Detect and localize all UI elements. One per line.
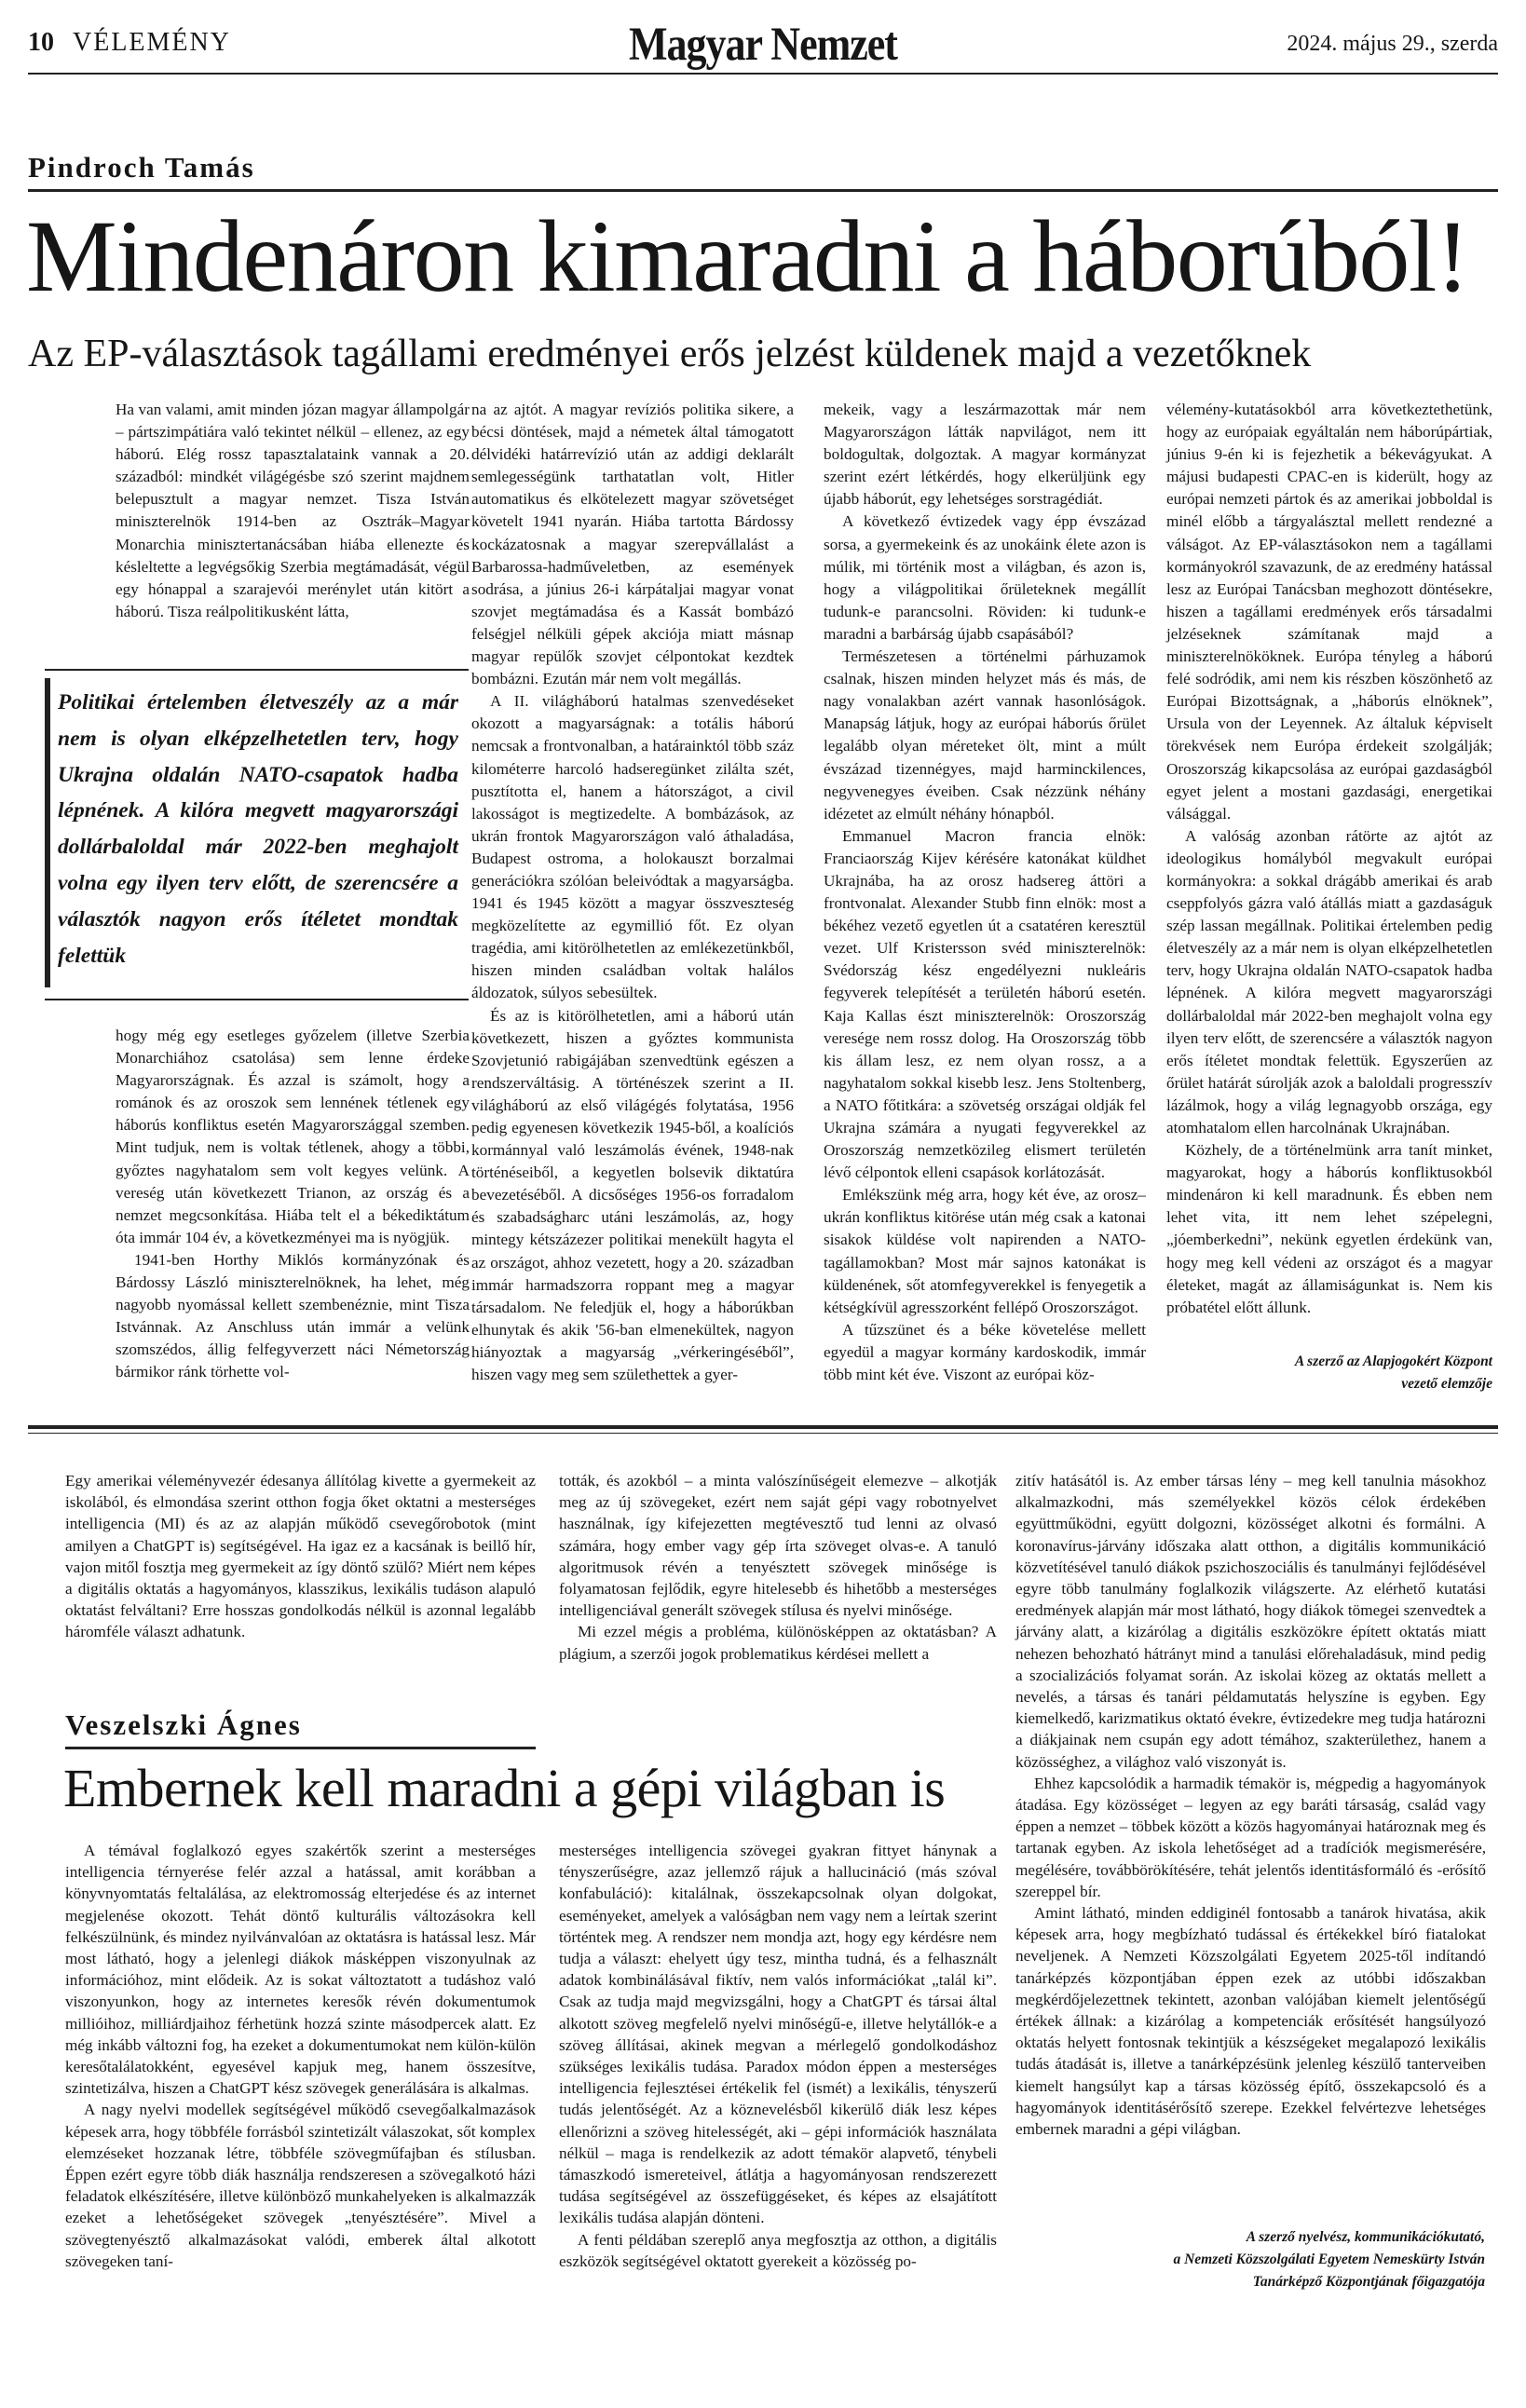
credit-line: vezető elemzője (1401, 1376, 1492, 1392)
paragraph: A valóság azonban rátörte az ajtót az ideologikus homályból megvakult európai kormányokra: a sokkal drágább amerikai és arab cseppfolyós gázra való átállás miatt a gazdaságuk szép lassan megállnak. Politikai értelemben pedig életveszély az a már nem is olyan elképzelhetetlen terv, hogy Ukrajna oldalán NATO-csapatok hadba lépnének. A kilóra megvett magyarországi dollárbaloldal már 2022-ben meghajolt volna egy ilyen terv előtt, de szerencsére a választók nagyon erős ítéletet mondtak felettük. Egyszerűen az őrület határát súrolják azok a baloldali progresszív lázálmok, hogy a világ legnagyobb országa, egy atomhatalom ellen harcolnának Ukrajnában. (1166, 826, 1492, 1136)
article2-column-3 (1015, 1470, 1486, 2140)
paragraph: Ehhez kapcsolódik a harmadik témakör is, mégpedig a hagyományok átadása. Egy közösséget – legyen az egy baráti társaság, család vagy éppen a nemzet – többek között a közös hagyományai határoznak meg és tartanak egyben. Az iskola lehetőséget ad a tradíciók megismerésére, megélésére, továbbörökítésére, tehát jelentős identitásformáló és -erősítő szereppel bír. (1015, 1774, 1486, 1900)
paragraph: Közhely, de a történelmünk arra tanít minket, magyarokat, hogy a háborús konfliktusokból mindenáron ki kell maradnunk. És ebben nem lehet vita, itt nem lehet szépelegni, „jóemberkedni”, nekünk egyetlen érdekünk van, hogy meg kell védeni az országot és a magyar életeket, magát az államiságunkat is. Nem kis próbatétel előtt állunk. (1166, 1141, 1492, 1316)
article2-column-2a (559, 1470, 997, 1665)
byline-rule (28, 189, 1498, 192)
article1-subtitle: Az EP-választások tagállami eredményei erős jelzést küldenek majd a vezetőknek (28, 333, 1312, 375)
masthead-logo: Magyar Nemzet (629, 18, 897, 71)
credit-line: a Nemzeti Közszolgálati Egyetem Nemeskürty István (1173, 2252, 1485, 2267)
credit-line: A szerző az Alapjogokért Központ (1294, 1354, 1492, 1369)
paragraph: Mi ezzel mégis a probléma, különösképpen az oktatásban? A plágium, a szerzői jogok problematikus kérdései mellett a (559, 1623, 997, 1663)
paragraph: A következő évtizedek vagy épp évszázad sorsa, a gyermekeink és az unokáink élete azon is múlik, mi történik most a világban, és azon is, hogy a világpolitikai őrületeknek megállít tudunk-e parancsolni. Röviden: ki tudunk-e maradni a barbárság újabb csapásából? (824, 512, 1146, 643)
article1-author: Pindroch Tamás (28, 151, 255, 184)
paragraph: tották, és azokból – a minta valószínűségeit elemezve – alkotják meg az új szövegeket, ezért nem saját gépi vagy robotnyelvet használnak, így kifejezetten megtévesztő tud lenni az olvasó számára, hogy ember vagy gép írta szöveget olvas-e. A tanuló algoritmusok révén a tenyésztett szövegek minősége is folyamatosan fejlődik, egyre hitelesebb és hihetőbb a mesterséges intelligenciával generált szövegek stílusa és nyelvi minősége. (559, 1472, 997, 1620)
article2-column-2b (559, 1840, 997, 2272)
article2-byline-rule (65, 1747, 536, 1749)
paragraph: vélemény-kutatásokból arra következtethetünk, hogy az európaiak egyáltalán nem háborúpártiak, június 9-én ki is fejezhetik a békevágyukat. A májusi budapesti CPAC-en is kiderült, hogy az európai nemzeti pártok és az amerikai jobboldal is minél előbb a tárgyalásztal mellett rendezné a válságot. Az EP-választásokon nem a tagállami kormányokról szavazunk, de az eredmény hatással lesz az Európai Tanácsban meghozott döntésekre, hiszen a tagállami eredmények erős társadalmi jelzéseknek számítanak majd a miniszterelnököknek. Európa tényleg a háború felé sodródik, ami nem kis részben köszönhető az Európai Bizottságnak, a „háborús elnöknek”, Ursula von der Leyennek. Az általuk képviselt törekvések nem Európa érdekeit szolgálják; Oroszország kikapcsolása az európai gazdaságból egyet jelent a mostani gazdasági, energetikai válsággal. (1166, 401, 1492, 823)
article1-title: Mindenáron kimaradni a háborúból! (26, 199, 1469, 313)
article2-title: Embernek kell maradni a gépi világban is (63, 1758, 946, 1818)
credit-line: A szerző nyelvész, kommunikációkutató, (1246, 2229, 1485, 2245)
article-separator-thin (28, 1433, 1498, 1434)
article-separator (28, 1425, 1498, 1429)
paragraph: Amint látható, minden eddiginél fontosabb a tanárok hivatása, akik képesek arra, hogy megbízható tudással és értékekkel bíró fiatalokat neveljenek. A Nemzeti Közszolgálati Egyetem 2025-től indítandó tanárképzés központjában éppen ezek az utóbbi időszakban megkérdőjelezettnek tekintett, azonban valójában kiemelt jelentőségű értékek állnak: a kizárólag a kompetenciák erősítését hangsúlyozó oktatás helyett fontosnak tekintjük a készségeket megalapozó lexikális tudás átadását is, illetve a tanárképzésünk jelenleg készülő tanterveiben kiemelt hangsúlyt kap a társas közösség építő, összekapcsoló és a hagyományok identitásérősítő szerepe. Ezekkel felvértezve lehetséges embernek maradni a gépi világban. (1015, 1904, 1486, 2139)
article2-author: Veszelszki Ágnes (65, 1708, 302, 1741)
article2-intro (65, 1470, 536, 1643)
page-header (28, 18, 1498, 71)
paragraph: mesterséges intelligencia szövegei gyakran fittyet hánynak a tényszerűségre, azaz jellemző rájuk a hallucináció (más szóval konfabuláció): kitalálnak, összekapcsolnak olyan dolgokat, eseményeket, amelyek a valóságban nem vagy nem a leírtak szerint történtek meg. A rendszer nem mondja azt, hogy egy kérdésre nem tudja a választ: ehelyett úgy tesz, mintha tudná, és a felhasznált adatok kombinálásával fiktív, nem valós információkat „talál ki”. Csak az tudja majd megvizsgálni, hogy a ChatGPT és társai által alkotott szöveg megfelelő nyelvi minőségű-e, illetve helytállók-e a szöveg állításai, akinek megvan a mérlegelő gondolkodáshoz szükséges lexikális tudása. Paradox módon éppen a mesterséges intelligencia fejlesztései értékelik fel (ismét) a lexikális, tényszerű tudás jelentőségét. Az a köznevelésből kikerülő diák lesz képes ellenőrizni a szöveg hitelességét, aki – gépi információk használata nélkül – maga is rendelkezik az adott témakör alapvető, ténybeli támaszkodó ismereteivel, átlátja a hagyományosan rendszerezett tudása segítségével az összefüggéseket, és képes az elsajátított lexikális tudása alapján dönteni. (559, 1842, 997, 2227)
article1-column-3 (824, 399, 1146, 1386)
paragraph: zitív hatásától is. Az ember társas lény – meg kell tanulnia másokhoz alkalmazkodni, más személyekkel közös célok érdekében együttműködni, együtt dolgozni, közösséget alkotni és formálni. A koronavírus-járvány időszaka alatt otthon, a digitális kommunikáció közvetítésével tanuló diákok pszichoszociális és tanulmányi fejlődésével egyre több tanulmány foglalkozik világszerte. Az elérhető kutatási eredmények alapján már most látható, hogy diákok tömegei szenvedtek a járvány alatt, a kizárólag a digitális eszközökre épített oktatás miatt nehezen behozható hátrányt mind a tanulási előrehaladásuk, mind pedig a szocializációs folyamat során. Az iskolai közeg az oktatás mellett a nevelés, a társas és tanári példamutatás helyszíne is egyben. Egy kiemelkedő, karizmatikus oktató évekre, évtizedekre meg tudja határozni a diákjainak nem csupán egy adott témához, szakterülethez, hanem a közösséghez, a világhoz való viszonyát is. (1015, 1472, 1486, 1771)
paragraph: A nagy nyelvi modellek segítségével működő csevegőalkalmazások képesek arra, hogy többféle forrásból szintetizált válaszokat, sőt komplex elemzéseket hozzanak létre, többféle szövegműfajban és stílusban. Éppen ezért egyre több diák használja rendszeresen a szövegalkotó házi feladatok elkészítésére, illetve különböző munkahelyeken is alkalmazzák ezeket a lehetőségeket szövegek „tenyésztésére”. Mivel a szövegtenyésztő alkalmazásokat valódi, emberek által alkotott szövegeken taní- (65, 2101, 536, 2270)
paragraph: Egy amerikai véleményvezér édesanya állítólag kivette a gyermekeit az iskolából, és elmondása szerint otthon fogja őket oktatni a mesterséges intelligencia (MI) és az az alapján működő csevegőrobotok (mint amilyen a ChatGPT is) segítségével. Ha igaz ez a kacsának is beillő hír, vajon mitől fosztja meg gyermekeit az így döntő szülő? Miért nem képes a digitális oktatás a hagyományos, klasszikus, lexikális tudáson alapuló oktatást felváltani? Erre hosszas gondolkodás nélkül is azonnal legalább háromféle választ adhatunk. (65, 1472, 536, 1641)
section-label: VÉLEMÉNY (73, 28, 231, 57)
article2-credit (1173, 2226, 1485, 2293)
paragraph: 1941-ben Horthy Miklós kormányzónak és Bárdossy László miniszterelnöknek, ha lehet, még nagyobb nyomással kellett szembenéznie, mint Tisza Istvánnak. Az Anschluss után immár a velünk szomszédos, állig felfegyverzett náci Németország bármikor ránk törhette vol- (116, 1250, 470, 1381)
article1-column-1a (116, 399, 470, 623)
article2-column-1 (65, 1840, 536, 2272)
pull-quote-rule-bottom (45, 999, 469, 1000)
pull-quote-bar (45, 678, 50, 987)
article1-credit (1295, 1351, 1492, 1395)
paragraph: A tűzszünet és a béke követelése mellett egyedül a magyar kormány kardoskodik, immár több mint két éve. Viszont az európai köz- (824, 1320, 1146, 1384)
issue-date: 2024. május 29., szerda (1287, 32, 1498, 56)
paragraph: mekeik, vagy a leszármazottak már nem Magyarországon látták napvilágot, nem itt boldogultak, dolgoztak. A magyar kormányzat szerint ezért létkérdés, hogy elkerüljünk egy újabb háborút, egy lehetséges sorstragédiát. (824, 401, 1146, 509)
paragraph: Emlékszünk még arra, hogy két éve, az orosz–ukrán konfliktus kitörése után még csak a katonai sisakok küldése volt napirenden a NATO-tagállamokban? Most már sajnos katonákat is küldenének, sőt atomfegyverekkel is fenyegetik a kétségkívül agresszorként fellépő Oroszországot. (824, 1186, 1146, 1316)
pull-quote: Politikai értelemben életveszély az a már nem is olyan elképzelhetetlen terv, hogy Ukrajna oldalán NATO-csapatok hadba lépnének. A kilóra megvett magyarországi dollárbaloldal már 2022-ben meghajolt volna egy ilyen terv előtt, de szerencsére a választók nagyon erős ítéletet mondtak felettük (58, 690, 458, 968)
pull-quote-rule-top (45, 669, 469, 671)
article1-column-1b (116, 1025, 470, 1384)
paragraph: A II. világháború hatalmas szenvedéseket okozott a magyarságnak: a totális háború nemcsak a frontvonalban, a határainktól több száz kilométerre harcoló hadseregünket zilálta szét, pusztította el, hanem a hátországot, a civil lakosságot is megtizedelte. A bombázások, az ukrán frontok Magyarországon való áthaladása, Budapest ostroma, a holokauszt borzalmai generációkra szólóan beleivódtak a magyarságba. 1941 és 1945 között a magyar összveszteség megközelítette az egymillió főt. Ez olyan tragédia, ami kitörölhetetlen az emlékezetünkből, hiszen minden családban voltak halálos áldozatok, súlyos sebesültek. (471, 692, 794, 1002)
paragraph: Ha van valami, amit minden józan magyar állampolgár – pártszimpátiára való tekintet nélkül – ellenez, az egy háború. Elég rossz tapasztalataink vannak a 20. századból: mindkét világégésbe szó szerint majdnem belepusztult a magyar nemzet. Tisza István miniszterelnök 1914-ben az Osztrák–Magyar Monarchia minisztertanácsában hiába ellenezte és késleltette a legvégsőkig Szerbia megtámadását, végül egy hónappal a szarajevói merénylet után kitört a háború. Tisza reálpolitikusként látta, (116, 401, 470, 620)
paragraph: A témával foglalkozó egyes szakértők szerint a mesterséges intelligencia térnyerése felér azzal a hatással, amit korábban a könyvnyomtatás feltalálása, az elektromosság elterjedése és az internet megjelenése okozott. Tehát döntő kulturális változásokra kell felkészülnünk, és mindez nyilvánvalóan az oktatásra is hatással lesz. Már most látható, hogy a jelenlegi diákok másképpen viszonyulnak az információhoz, mint elődeik. Az is sokat változtatott a tudáshoz való viszonyunkon, hogy az internetes keresők révén dokumentumok millióihoz, milliárdjaihoz férhetünk hozzá szinte másodpercek alatt. Ez még inkább változni fog, ha ezeket a dokumentumokat nem külön-külön keresőtalálatokként, egyesével kapjuk meg, hanem összesítve, szintetizálva, hiszen a ChatGPT kész szövegek generálására is alkalmas. (65, 1842, 536, 2098)
page-number: 10 (28, 28, 54, 57)
paragraph: hogy még egy esetleges győzelem (illetve Szerbia Monarchiához csatolása) sem lenne érdeke Magyarországnak. És azzal is számolt, hogy a románok és az oroszok sem lennének tétlenek egy háborús konfliktus esetén Magyarországgal szemben. Mint tudjuk, nem is voltak tétlenek, ahogy a többi, győztes nagyhatalom sem volt kegyes velünk. A vereség után következett Trianon, az ország és a nemzet megcsonkítása. Hiába telt el a békediktátum óta immár 104 év, a következményei ma is nyögjük. (116, 1027, 470, 1246)
paragraph: na az ajtót. A magyar revíziós politika sikere, a bécsi döntések, majd a németek által támogatott délvidéki határrevízió után az addigi deklarált semlegességünk tarthatatlan volt, Hitler automatikus és elkötelezett magyar szövetséget követelt 1941 nyarán. Hiába tartotta Bárdossy kockázatosnak a magyar szerepvállalást a Barbarossa-hadműveletben, az események sodrása, a június 26-i kárpátaljai magyar vonat szovjet megtámadása és a Kassát bombázó felségjel nélküli gépek akciója miatt másnap magyar repülők szovjet célpontokat kezdtek bombázni. Ezután már nem volt megállás. (471, 401, 794, 688)
header-rule (28, 73, 1498, 75)
article1-column-2 (471, 399, 794, 1386)
paragraph: Emmanuel Macron francia elnök: Franciaország Kijev kérésére katonákat küldhet Ukrajnába, ha az orosz hadsereg áttöri a frontvonalat. Alexander Stubb finn elnök: most a békéhez vezető egyetlen út a csatatéren keresztül vezet. Ulf Kristersson svéd miniszterelnök: Svédország kész engedélyezni nukleáris fegyverek telepítését a területén háború esetén. Kaja Kallas észt miniszterelnök: Oroszország veresége nem rossz dolog. Ha Oroszország több kis állam lesz, ez nem olyan rossz, a a nagyhatalom sokkal kisebb lesz. Jens Stoltenberg, a NATO főtitkára: a szövetség országai oldják fel Ukrajna számára a nyugati fegyverekkel az Oroszország nemzetközileg elismert területén lévő célpontok elleni csapások korlátozását. (824, 826, 1146, 1182)
credit-line: Tanárképző Központjának főigazgatója (1252, 2274, 1485, 2290)
paragraph: Természetesen a történelmi párhuzamok csalnak, hiszen minden helyzet más és más, de nagy vonalakban azért vannak hasonlóságok. Manapság látjuk, hogy az európai háborús őrület legalább olyan méreteket ölt, mint a múlt évszázad tizennégyes, majd harminckilences, negyvenegyes éveiben. Csak nézzünk néhány idézetet az elmúlt néhány hónapból. (824, 647, 1146, 823)
paragraph: És az is kitörölhetetlen, ami a háború után következett, hiszen a győztes kommunista Szovjetunió rabigájában szenvedtünk egészen a rendszerváltásig. A történészek szerint a II. világháború az első világégés folytatása, 1956 pedig egyenesen következik 1945-ből, a koalíciós kormánnyal való leszámolás évének, 1948-nak történéseiből, a kegyetlen bolsevik diktatúra bevezetéséből. A dicsőséges 1956-os forradalom és szabadságharc utáni leszámolás, az, hogy mintegy kétszázezer politikai menekült hagyta el az országot, ahhoz vezetett, hogy a 20. században immár harmadszorra roppant meg a magyar társadalom. Ne feledjük el, hogy a háborúkban elhunytak és akik '56-ban elmenekültek, nagyon hiányoztak a magyarság „vérkeringéséből”, hiszen vagy meg sem születhettek a gyer- (471, 1006, 794, 1384)
paragraph: A fenti példában szereplő anya megfosztja az otthon, a digitális eszközök segítségével oktatott gyerekeit a közösség po- (559, 2230, 997, 2270)
article1-column-4 (1166, 399, 1492, 1319)
